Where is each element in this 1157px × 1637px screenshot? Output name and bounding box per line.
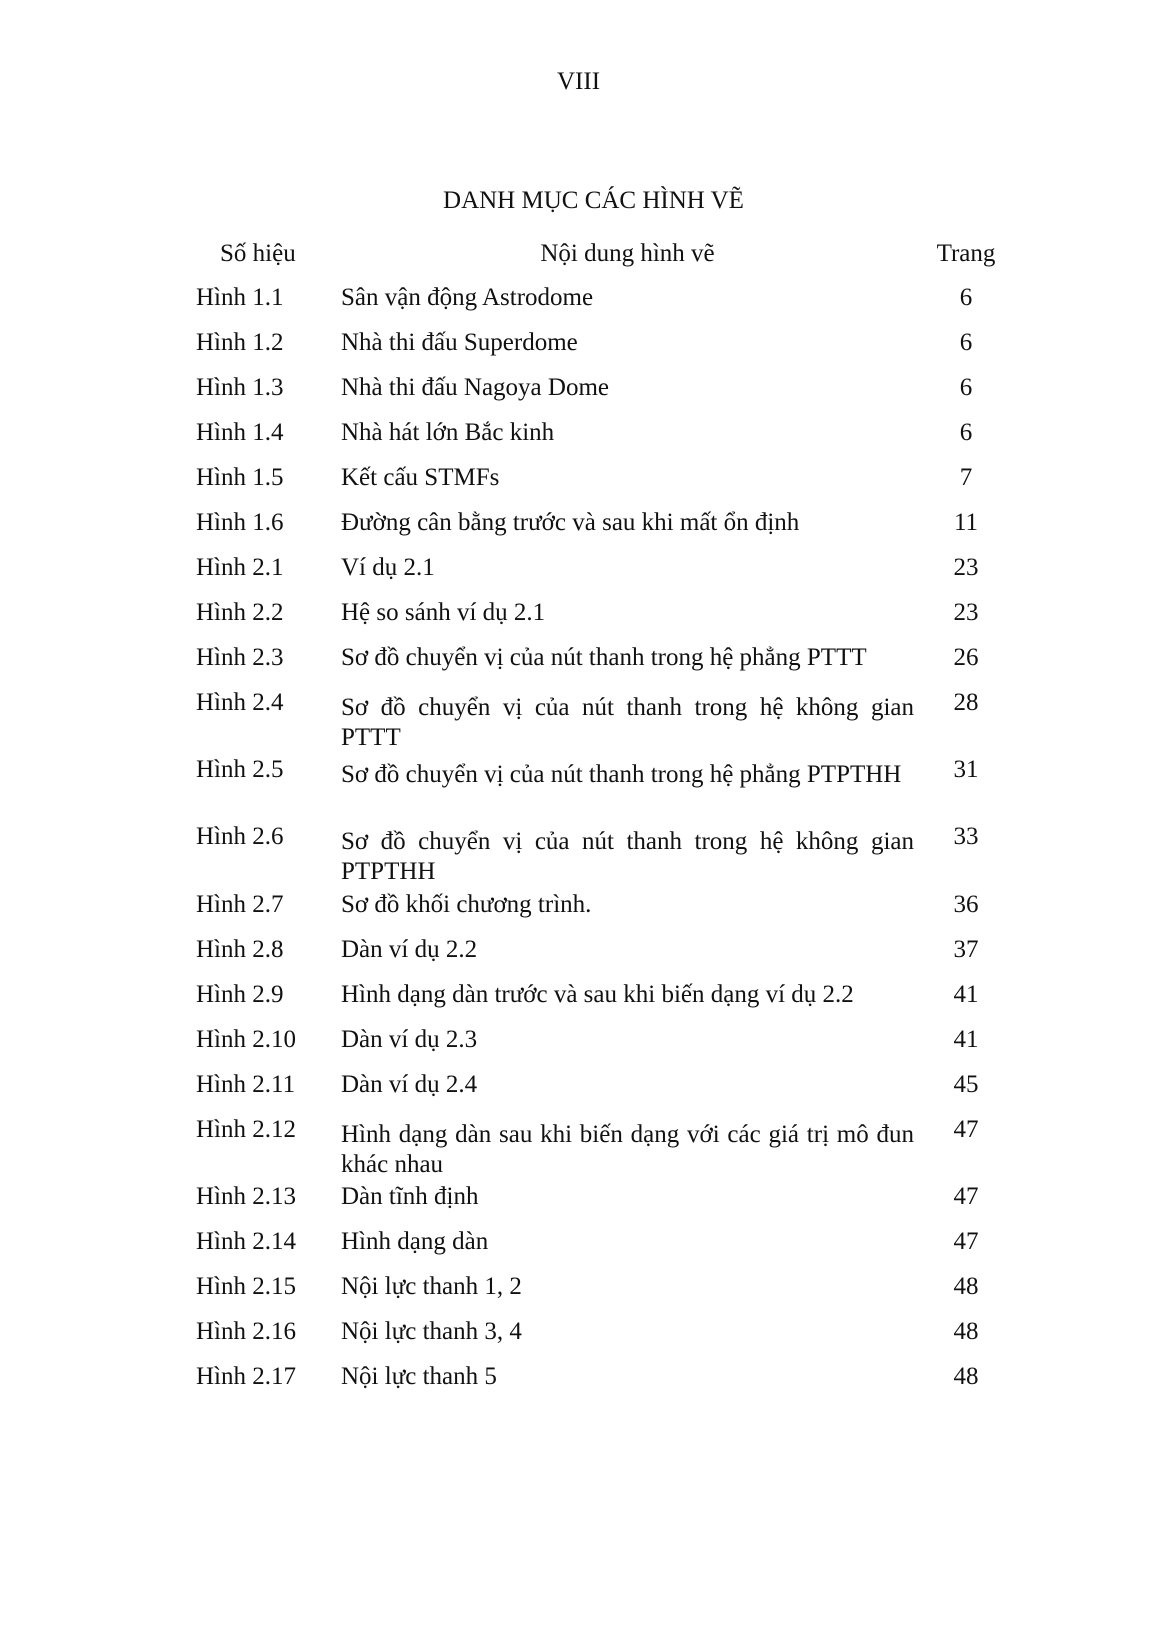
list-item <box>0 463 1157 508</box>
list-item <box>0 1115 1157 1182</box>
figure-id: Hình 2.3 <box>196 644 284 671</box>
figure-page: 23 <box>953 599 979 626</box>
list-item <box>0 418 1157 463</box>
figure-id: Hình 1.3 <box>196 374 284 401</box>
figure-id: Hình 2.12 <box>196 1116 296 1143</box>
figure-id: Hình 2.7 <box>196 891 284 918</box>
figure-id: Hình 2.2 <box>196 599 284 626</box>
list-item <box>0 1025 1157 1070</box>
list-item <box>0 508 1157 553</box>
figure-page: 11 <box>953 509 979 536</box>
list-item <box>0 1227 1157 1272</box>
figure-title: Sơ đồ chuyển vị của nút thanh trong hệ không gian PTTT <box>341 694 914 751</box>
figure-page: 47 <box>953 1116 979 1143</box>
figure-page: 28 <box>953 689 979 716</box>
figure-id: Hình 2.9 <box>196 981 284 1008</box>
figure-id: Hình 1.1 <box>196 284 284 311</box>
figure-page: 6 <box>959 329 973 356</box>
list-item <box>0 1272 1157 1317</box>
list-item <box>0 1182 1157 1227</box>
figure-title: Nhà thi đấu Superdome <box>341 329 578 356</box>
figure-id: Hình 1.5 <box>196 464 284 491</box>
figure-id: Hình 2.17 <box>196 1363 296 1390</box>
figure-title: Nhà thi đấu Nagoya Dome <box>341 374 609 401</box>
figure-title: Đường cân bằng trước và sau khi mất ổn định <box>341 509 800 536</box>
list-item <box>0 283 1157 328</box>
figure-title: Sơ đồ khối chương trình. <box>341 891 592 918</box>
figure-title: Sơ đồ chuyển vị của nút thanh trong hệ không gian PTPTHH <box>341 828 914 885</box>
figure-title: Dàn ví dụ 2.2 <box>341 936 478 963</box>
figure-id: Hình 2.13 <box>196 1183 296 1210</box>
figure-title: Dàn ví dụ 2.4 <box>341 1071 478 1098</box>
figure-title: Nội lực thanh 3, 4 <box>341 1318 522 1345</box>
figure-id: Hình 1.4 <box>196 419 284 446</box>
figure-page: 26 <box>953 644 979 671</box>
figure-page: 41 <box>953 981 979 1008</box>
figure-page: 23 <box>953 554 979 581</box>
figure-title: Sân vận động Astrodome <box>341 284 594 311</box>
figure-title: Kết cấu STMFs <box>341 464 500 491</box>
page-title: DANH MỤC CÁC HÌNH VẼ <box>443 187 744 214</box>
figure-page: 41 <box>953 1026 979 1053</box>
list-item <box>0 755 1157 822</box>
figure-id: Hình 2.4 <box>196 689 284 716</box>
figure-page: 6 <box>959 419 973 446</box>
figure-id: Hình 2.5 <box>196 756 284 783</box>
list-item <box>0 598 1157 643</box>
figure-title: Dàn tĩnh định <box>341 1183 479 1210</box>
figure-title: Sơ đồ chuyển vị của nút thanh trong hệ phẳng PTTT <box>341 644 867 671</box>
figure-page: 37 <box>953 936 979 963</box>
figure-title: Nhà hát lớn Bắc kinh <box>341 419 555 446</box>
figure-page: 33 <box>953 823 979 850</box>
figure-id: Hình 2.8 <box>196 936 284 963</box>
column-header-content: Nội dung hình vẽ <box>540 240 715 267</box>
figure-id: Hình 2.15 <box>196 1273 296 1300</box>
list-item <box>0 1362 1157 1407</box>
list-item <box>0 980 1157 1025</box>
list-item <box>0 328 1157 373</box>
list-item <box>0 553 1157 598</box>
figure-title: Hệ so sánh ví dụ 2.1 <box>341 599 546 626</box>
figure-id: Hình 2.14 <box>196 1228 296 1255</box>
figure-title: Ví dụ 2.1 <box>341 554 435 581</box>
figure-title: Nội lực thanh 1, 2 <box>341 1273 522 1300</box>
figure-page: 36 <box>953 891 979 918</box>
list-item <box>0 1070 1157 1115</box>
list-item <box>0 643 1157 688</box>
figure-title: Hình dạng dàn sau khi biến dạng với các giá trị mô đun khác nhau <box>341 1121 914 1178</box>
list-item <box>0 1317 1157 1362</box>
column-header-id: Số hiệu <box>220 240 296 267</box>
list-item <box>0 688 1157 755</box>
figure-list <box>0 283 1157 1407</box>
figure-page: 48 <box>953 1273 979 1300</box>
figure-page: 7 <box>959 464 973 491</box>
list-item <box>0 373 1157 418</box>
figure-page: 6 <box>959 284 973 311</box>
figure-id: Hình 2.16 <box>196 1318 296 1345</box>
figure-page: 47 <box>953 1228 979 1255</box>
list-item <box>0 890 1157 935</box>
figure-title: Hình dạng dàn <box>341 1228 489 1255</box>
page-number: VIII <box>556 68 601 95</box>
figure-page: 31 <box>953 756 979 783</box>
figure-page: 48 <box>953 1318 979 1345</box>
figure-title: Nội lực thanh 5 <box>341 1363 497 1390</box>
figure-title: Hình dạng dàn trước và sau khi biến dạng ví dụ 2.2 <box>341 981 854 1008</box>
figure-id: Hình 2.10 <box>196 1026 296 1053</box>
table-header <box>0 238 1157 270</box>
figure-title: Dàn ví dụ 2.3 <box>341 1026 478 1053</box>
figure-id: Hình 1.6 <box>196 509 284 536</box>
figure-title: Sơ đồ chuyển vị của nút thanh trong hệ phẳng PTPTHH <box>341 761 902 788</box>
figure-page: 47 <box>953 1183 979 1210</box>
figure-page: 6 <box>959 374 973 401</box>
figure-id: Hình 1.2 <box>196 329 284 356</box>
figure-page: 45 <box>953 1071 979 1098</box>
list-item <box>0 822 1157 890</box>
figure-page: 48 <box>953 1363 979 1390</box>
list-item <box>0 935 1157 980</box>
column-header-page: Trang <box>936 240 996 267</box>
figure-id: Hình 2.6 <box>196 823 284 850</box>
figure-id: Hình 2.1 <box>196 554 284 581</box>
figure-id: Hình 2.11 <box>196 1071 296 1098</box>
